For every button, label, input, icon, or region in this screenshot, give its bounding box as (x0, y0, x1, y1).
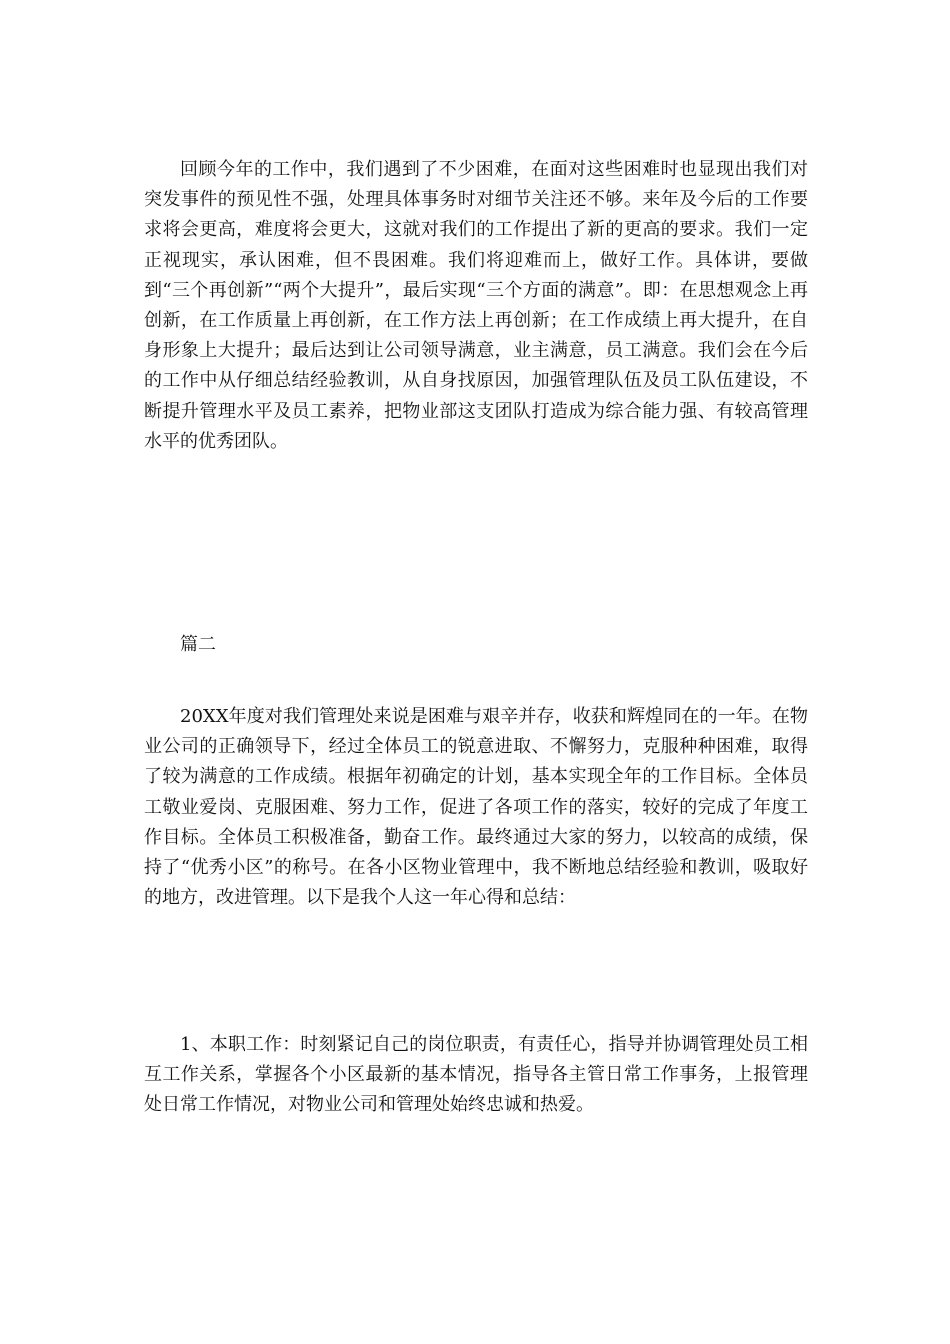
section-heading: 篇二 (180, 634, 216, 655)
paragraph-review: 回顾今年的工作中，我们遇到了不少困难，在面对这些困难时也显现出我们对突发事件的预见性不强，处理具体事务时对细节关注还不够。来年及今后的工作要求将会更高，难度将会更大，这就对我们的工作提出了新的更高的要求。我们一定正视现实，承认困难，但不畏困难。我们将迎难而上，做好工作。具体讲，要做到“三个再创新”“两个大提升”，最后实现“三个方面的满意”。即：在思想观念上再创新，在工作质量上再创新，在工作方法上再创新；在工作成绩上再大提升，在自身形象上大提升；最后达到让公司领导满意，业主满意，员工满意。我们会在今后的工作中从仔细总结经验教训，从自身找原因，加强管理队伍及员工队伍建设，不断提升管理水平及员工素养，把物业部这支团队打造成为综合能力强、有较高管理水平的优秀团队。 (144, 159, 808, 452)
paragraph-duties: 1、本职工作：时刻紧记自己的岗位职责，有责任心，指导并协调管理处员工相互工作关系，掌握各个小区最新的基本情况，指导各主管日常工作事务，上报管理处日常工作情况，对物业公司和管理处始终忠诚和热爱。 (144, 1034, 808, 1116)
paragraph-annual-summary: 20XX年度对我们管理处来说是困难与艰辛并存，收获和辉煌同在的一年。在物业公司的正确领导下，经过全体员工的锐意进取、不懈努力，克服种种困难，取得了较为满意的工作成绩。根据年初确定的计划，基本实现全年的工作目标。全体员工敬业爱岗、克服困难、努力工作，促进了各项工作的落实，较好的完成了年度工作目标。全体员工积极准备，勤奋工作。最终通过大家的努力，以较高的成绩，保持了“优秀小区”的称号。在各小区物业管理中，我不断地总结经验和教训，吸取好的地方，改进管理。以下是我个人这一年心得和总结： (144, 706, 808, 909)
